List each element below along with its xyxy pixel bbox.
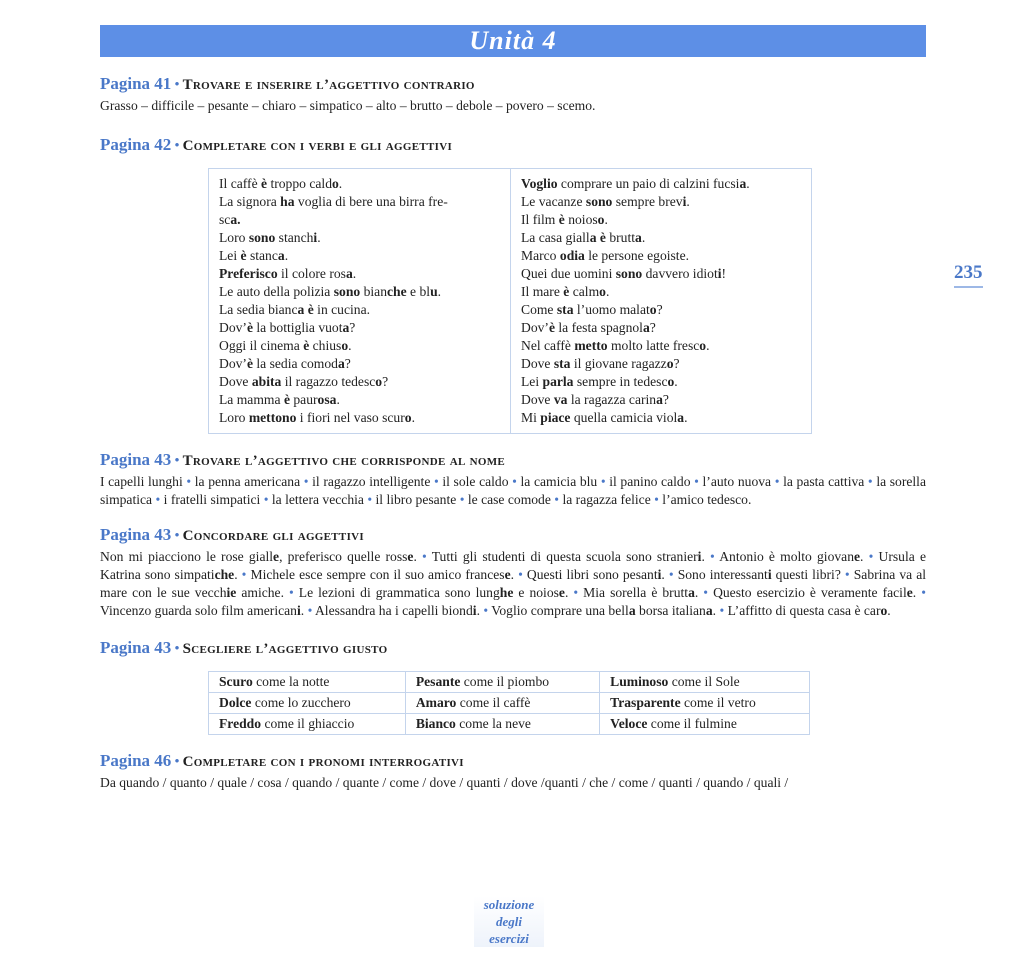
table-cell: Bianco come la neve: [405, 714, 599, 735]
answer-item: il libro pesante: [375, 492, 457, 507]
answer-line: La casa gialla è brutta.: [521, 230, 646, 245]
section-verbi-aggettivi: [100, 133, 926, 434]
answer-line: Loro mettono i fiori nel vaso scuro.: [219, 410, 415, 425]
section-title: Completare con i verbi e gli aggettivi: [182, 138, 453, 154]
answer-item: la camicia blu: [520, 474, 598, 489]
section-title: Concordare gli aggettivi: [182, 528, 364, 544]
section-title: Scegliere l’aggettivo giusto: [182, 641, 388, 657]
answer-sentence: Mia sorella è brutta.: [583, 585, 699, 600]
section-title: Trovare l’aggettivo che corrisponde al nome: [182, 453, 506, 469]
answer-sentence: Antonio è molto giovane.: [719, 549, 864, 564]
answer-item: la lettera vecchia: [271, 492, 364, 507]
footer-line: esercizi: [489, 931, 529, 946]
answer-line: Marco odia le persone egoiste.: [521, 248, 690, 263]
bullet-icon: •: [916, 585, 926, 600]
bullet-icon: •: [508, 474, 521, 489]
section-aggettivo-nome: [100, 448, 926, 509]
bullet-icon: •: [182, 474, 195, 489]
answer-line: Loro sono stanchi.: [219, 230, 321, 245]
answer-line: Il mare è calmo.: [521, 284, 610, 299]
table-row: [209, 693, 810, 714]
bullet-icon: •: [260, 492, 272, 507]
bullet-icon: •: [690, 474, 703, 489]
section-heading: [100, 133, 926, 158]
answer-line: Dove abita il ragazzo tedesco?: [219, 374, 389, 389]
bullet-icon: •: [304, 603, 315, 618]
bullet-icon: •: [152, 492, 164, 507]
answer-line: Il caffè è troppo caldo.: [219, 176, 343, 191]
bullet-icon: •: [174, 641, 180, 657]
bullet-icon: •: [863, 549, 879, 564]
bullet-icon: •: [698, 585, 714, 600]
answer-sentence: Questi libri sono pesanti.: [526, 567, 665, 582]
answer-line: Le vacanze sono sempre brevi.: [521, 194, 690, 209]
table-row: [209, 672, 810, 693]
bullet-icon: •: [237, 567, 251, 582]
answer-item: i fratelli simpatici: [163, 492, 261, 507]
answer-line: La signora ha voglia di bere una birra fre-: [219, 194, 448, 209]
answer-line: Come sta l’uomo malato?: [521, 302, 663, 317]
bullet-icon: •: [597, 474, 610, 489]
answer-line: Dov’è la bottiglia vuota?: [219, 320, 356, 335]
answers-right-column: [510, 169, 811, 433]
footer-label: [474, 896, 544, 947]
answer-line: sca.: [219, 212, 241, 227]
page-number: 235: [954, 262, 983, 288]
bullet-icon: •: [840, 567, 854, 582]
section-page: Pagina 41: [100, 74, 172, 93]
answer-item: l’auto nuova: [702, 474, 772, 489]
section-heading: [100, 72, 926, 97]
bullet-icon: •: [283, 585, 299, 600]
answer-sentence: Non mi piacciono le rose gialle, preferisco quelle rosse.: [100, 549, 417, 564]
section-text: [100, 548, 926, 620]
bullet-icon: •: [416, 549, 432, 564]
table-cell: Pesante come il piombo: [405, 672, 599, 693]
section-page: Pagina 43: [100, 638, 172, 657]
bullet-icon: •: [300, 474, 313, 489]
answer-item: la pasta cattiva: [783, 474, 865, 489]
bullet-icon: •: [716, 603, 728, 618]
section-text: [100, 473, 926, 509]
section-page: Pagina 46: [100, 751, 172, 770]
section-page: Pagina 42: [100, 135, 172, 154]
answer-line: Lei parla sempre in tedesco.: [521, 374, 678, 389]
section-heading: [100, 448, 926, 473]
answer-item: il sole caldo: [442, 474, 509, 489]
answer-sentence: L’affitto di questa casa è caro.: [727, 603, 891, 618]
similes-table: [208, 671, 810, 735]
bullet-icon: •: [174, 528, 180, 544]
table-cell: Freddo come il ghiaccio: [209, 714, 406, 735]
table-cell: Luminoso come il Sole: [600, 672, 810, 693]
bullet-icon: •: [550, 492, 563, 507]
section-text: Grasso – difficile – pesante – chiaro – simpatico – alto – brutto – debole – povero – scemo.: [100, 98, 596, 113]
answer-line: Dove sta il giovane ragazzo?: [521, 356, 680, 371]
table-cell: Scuro come la notte: [209, 672, 406, 693]
answer-line: Il film è noioso.: [521, 212, 608, 227]
answer-sentence: Vincenzo guarda solo film americani.: [100, 603, 305, 618]
table-cell: Veloce come il fulmine: [600, 714, 810, 735]
bullet-icon: •: [174, 754, 180, 770]
answer-line: Quei due uomini sono davvero idioti!: [521, 266, 727, 281]
answer-sentence: Sono interessanti questi libri?: [677, 567, 841, 582]
section-concordare: [100, 523, 926, 620]
unit-title: Unità 4: [469, 26, 557, 55]
answers-box: [208, 168, 812, 434]
answer-line: Mi piace quella camicia viola.: [521, 410, 688, 425]
answer-item: I capelli lunghi: [100, 474, 183, 489]
section-aggettivo-giusto: [100, 636, 926, 735]
answer-item: la ragazza felice: [562, 492, 651, 507]
answer-line: Dov’è la festa spagnola?: [521, 320, 656, 335]
answer-line: Nel caffè metto molto latte fresco.: [521, 338, 710, 353]
answer-sentence: Michele esce sempre con il suo amico francese.: [250, 567, 515, 582]
section-heading: [100, 636, 926, 661]
bullet-icon: •: [864, 474, 877, 489]
answer-line: Dov’è la sedia comoda?: [219, 356, 351, 371]
section-page: Pagina 43: [100, 525, 172, 544]
answer-item: il panino caldo: [609, 474, 691, 489]
table-cell: Dolce come lo zucchero: [209, 693, 406, 714]
answers-left-column: [209, 169, 510, 433]
answer-item: la sorella simpatica: [100, 474, 926, 507]
answer-sentence: Questo esercizio è veramente facile.: [713, 585, 917, 600]
bullet-icon: •: [363, 492, 376, 507]
section-heading: [100, 523, 926, 548]
table-cell: Amaro come il caffè: [405, 693, 599, 714]
answer-item: le case comode: [467, 492, 551, 507]
answer-line: Dove va la ragazza carina?: [521, 392, 669, 407]
table-row: [209, 714, 810, 735]
answer-line: Oggi il cinema è chiuso.: [219, 338, 352, 353]
answer-sentence: Ursula e Katrina sono simpatiche.: [100, 549, 926, 582]
bullet-icon: •: [514, 567, 527, 582]
answer-sentence: Le lezioni di grammatica sono lunghe e noiose.: [298, 585, 569, 600]
section-page: Pagina 43: [100, 450, 172, 469]
answer-line: Lei è stanca.: [219, 248, 289, 263]
answer-sentence: Voglio comprare una bella borsa italiana.: [491, 603, 717, 618]
bullet-icon: •: [430, 474, 443, 489]
answer-line: Voglio comprare un paio di calzini fucsia.: [521, 176, 750, 191]
answer-item: l’amico tedesco.: [662, 492, 752, 507]
bullet-icon: •: [174, 138, 180, 154]
section-contrari: [100, 72, 926, 115]
answer-item: il ragazzo intelligente: [312, 474, 431, 489]
answer-line: La mamma è paurosa.: [219, 392, 340, 407]
answer-line: Preferisco il colore rosa.: [219, 266, 357, 281]
bullet-icon: •: [704, 549, 720, 564]
answer-item: la penna americana: [194, 474, 301, 489]
bullet-icon: •: [771, 474, 784, 489]
bullet-icon: •: [174, 453, 180, 469]
bullet-icon: •: [568, 585, 584, 600]
footer-line: degli: [496, 914, 522, 929]
footer-line: soluzione: [483, 897, 535, 912]
bullet-icon: •: [479, 603, 492, 618]
section-heading: [100, 749, 926, 774]
section-title: Completare con i pronomi interrogativi: [182, 754, 464, 770]
section-text: Da quando / quanto / quale / cosa / quando / quante / come / dove / quanti / dove /quanti / che / come / quanti / quando / quali /: [100, 775, 789, 790]
answer-sentence: Tutti gli studenti di questa scuola sono stranieri.: [431, 549, 705, 564]
answer-sentence: Alessandra ha i capelli biondi.: [314, 603, 480, 618]
bullet-icon: •: [650, 492, 663, 507]
bullet-icon: •: [664, 567, 678, 582]
answer-sentence: Sabrina va al mare con le sue vecchie amiche.: [100, 567, 927, 600]
bullet-icon: •: [456, 492, 468, 507]
section-title: Trovare e inserire l’aggettivo contrario: [182, 77, 475, 93]
answer-line: La sedia bianca è in cucina.: [219, 302, 371, 317]
exercise-solutions: [100, 72, 926, 792]
answer-line: Le auto della polizia sono bianche e blu.: [219, 284, 442, 299]
unit-banner: [100, 25, 926, 57]
section-pronomi: [100, 749, 926, 792]
table-cell: Trasparente come il vetro: [600, 693, 810, 714]
bullet-icon: •: [174, 77, 180, 93]
